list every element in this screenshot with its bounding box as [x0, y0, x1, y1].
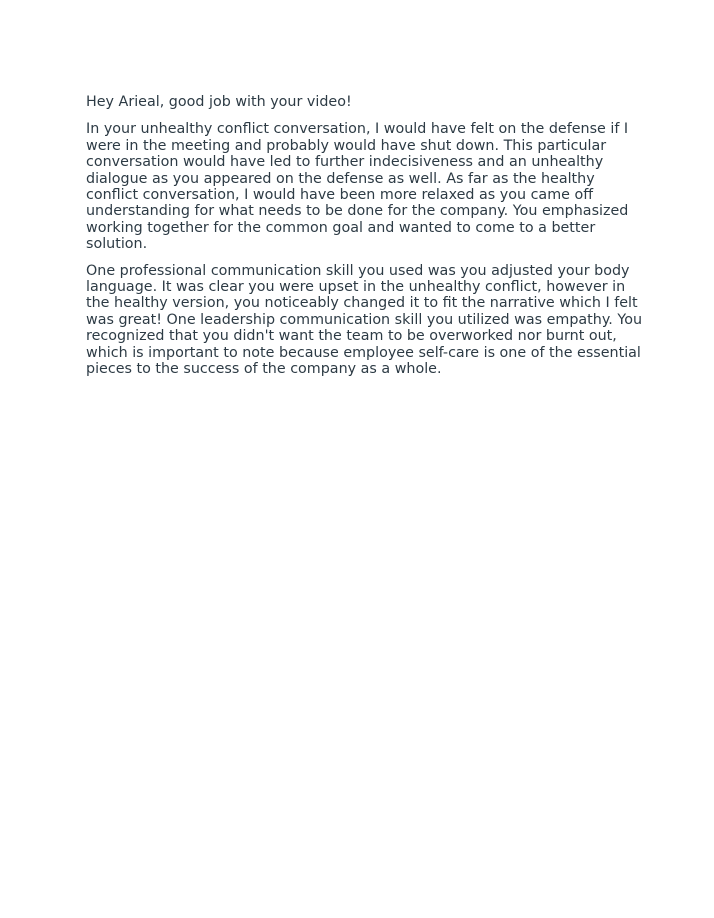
- document-body: [86, 94, 642, 388]
- greeting-line: Hey Arieal, good job with your video!: [86, 94, 352, 110]
- paragraph-conflict-conversations: In your unhealthy conflict conversation, I would have felt on the defense if I were in the meeting and probably would have shut down. This particular conversation would have led to further indecisiveness and an unhealthy dialogue as you appeared on the defense as well. As far as the healthy conflict conversation, I would have been more relaxed as you came off understanding for what needs to be done for the company. You emphasized working together for the common goal and wanted to come to a better solution.: [86, 121, 629, 253]
- paragraph-communication-skills: One professional communication skill you used was you adjusted your body language. It was clear you were upset in the unhealthy conflict, however in the healthy version, you noticeably changed it to fit the narrative which I felt was great! One leadership communication skill you utilized was empathy. You recognized that you didn't want the team to be overworked nor burnt out, which is important to note because employee self-care is one of the essential pieces to the success of the company as a whole.: [86, 262, 642, 378]
